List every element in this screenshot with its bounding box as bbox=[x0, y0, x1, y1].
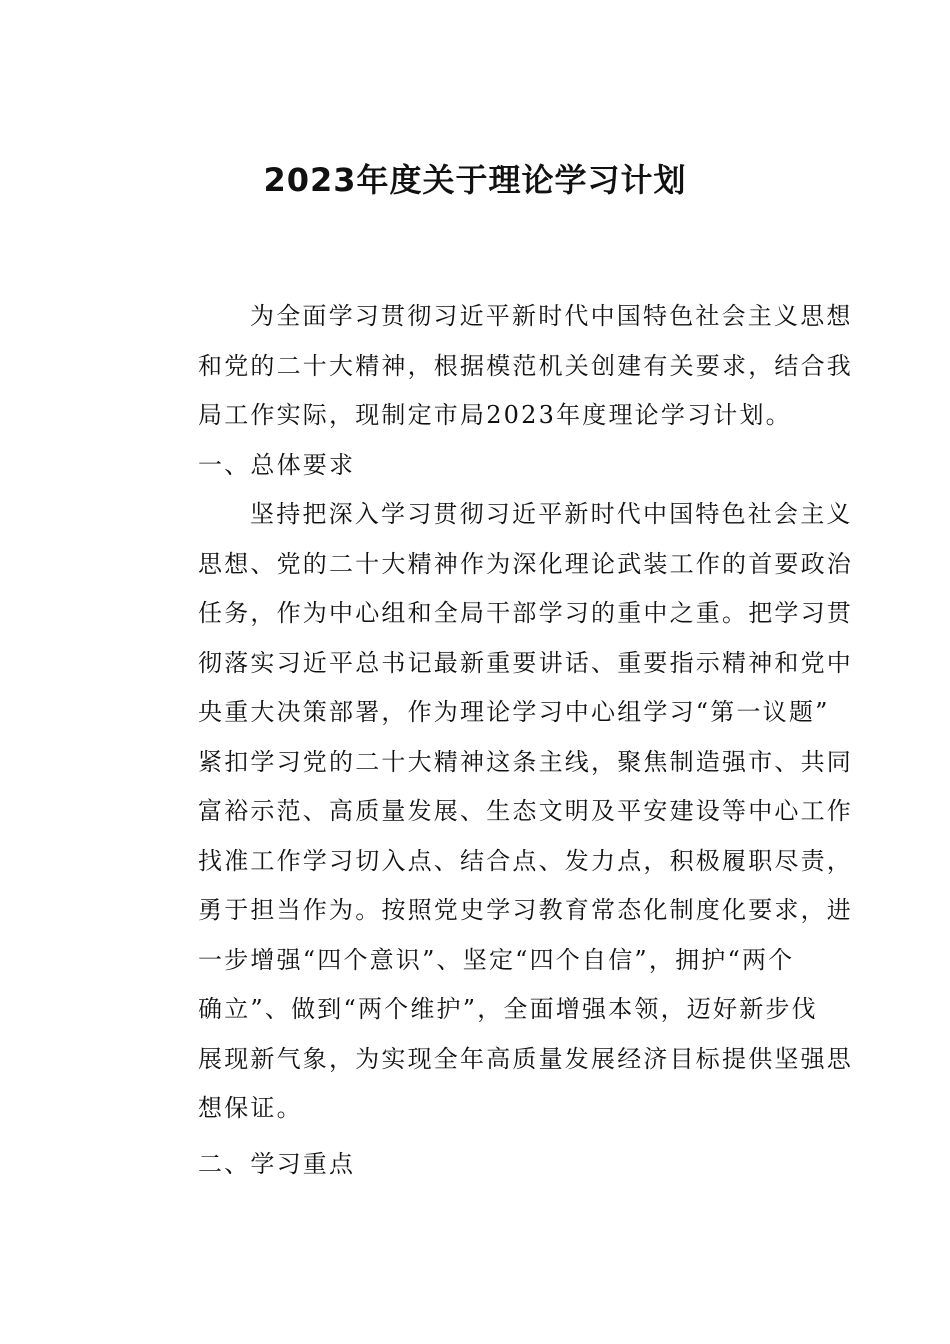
section1-line: 一步增强“四个意识”、坚定“四个自信”，拥护“两个 bbox=[198, 945, 795, 974]
section1-line: 展现新气象，为实现全年高质量发展经济目标提供坚强思 bbox=[198, 1044, 853, 1073]
section1-paragraph bbox=[146, 490, 853, 1134]
intro-line: 局工作实际，现制定市局2023年度理论学习计划。 bbox=[198, 401, 792, 429]
section1-line: 勇于担当作为。按照党史学习教育常态化制度化要求，进 bbox=[198, 896, 853, 924]
section1-line: 坚持把深入学习贯彻习近平新时代中国特色社会主义 bbox=[250, 500, 853, 528]
section1-line: 找准工作学习切入点、结合点、发力点，积极履职尽责， bbox=[198, 846, 853, 875]
section1-line: 彻落实习近平总书记最新重要讲话、重要指示精神和党中 bbox=[198, 648, 853, 677]
section1-line: 央重大决策部署，作为理论学习中心组学习“第一议题” bbox=[198, 698, 830, 726]
section-heading-study-focus: 二、学习重点 bbox=[198, 1149, 356, 1178]
section1-line: 确立”、做到“两个维护”，全面增强本领，迈好新步伐 bbox=[198, 995, 818, 1023]
intro-line: 为全面学习贯彻习近平新时代中国特色社会主义思想 bbox=[250, 302, 853, 330]
section1-line: 任务，作为中心组和全局干部学习的重中之重。把学习贯 bbox=[198, 599, 853, 627]
section1-line: 富裕示范、高质量发展、生态文明及平安建设等中心工作 bbox=[198, 797, 853, 825]
section-heading-general-requirements: 一、总体要求 bbox=[198, 450, 356, 479]
document-body bbox=[146, 292, 853, 1189]
section1-line: 紧扣学习党的二十大精神这条主线，聚焦制造强市、共同 bbox=[198, 747, 853, 776]
section1-line: 想保证。 bbox=[198, 1094, 303, 1122]
section1-line: 思想、党的二十大精神作为深化理论武装工作的首要政治 bbox=[198, 549, 853, 578]
intro-paragraph bbox=[146, 292, 853, 441]
document-title: 2023年度关于理论学习计划 bbox=[263, 161, 687, 199]
intro-line: 和党的二十大精神，根据模范机关创建有关要求，结合我 bbox=[198, 351, 853, 380]
